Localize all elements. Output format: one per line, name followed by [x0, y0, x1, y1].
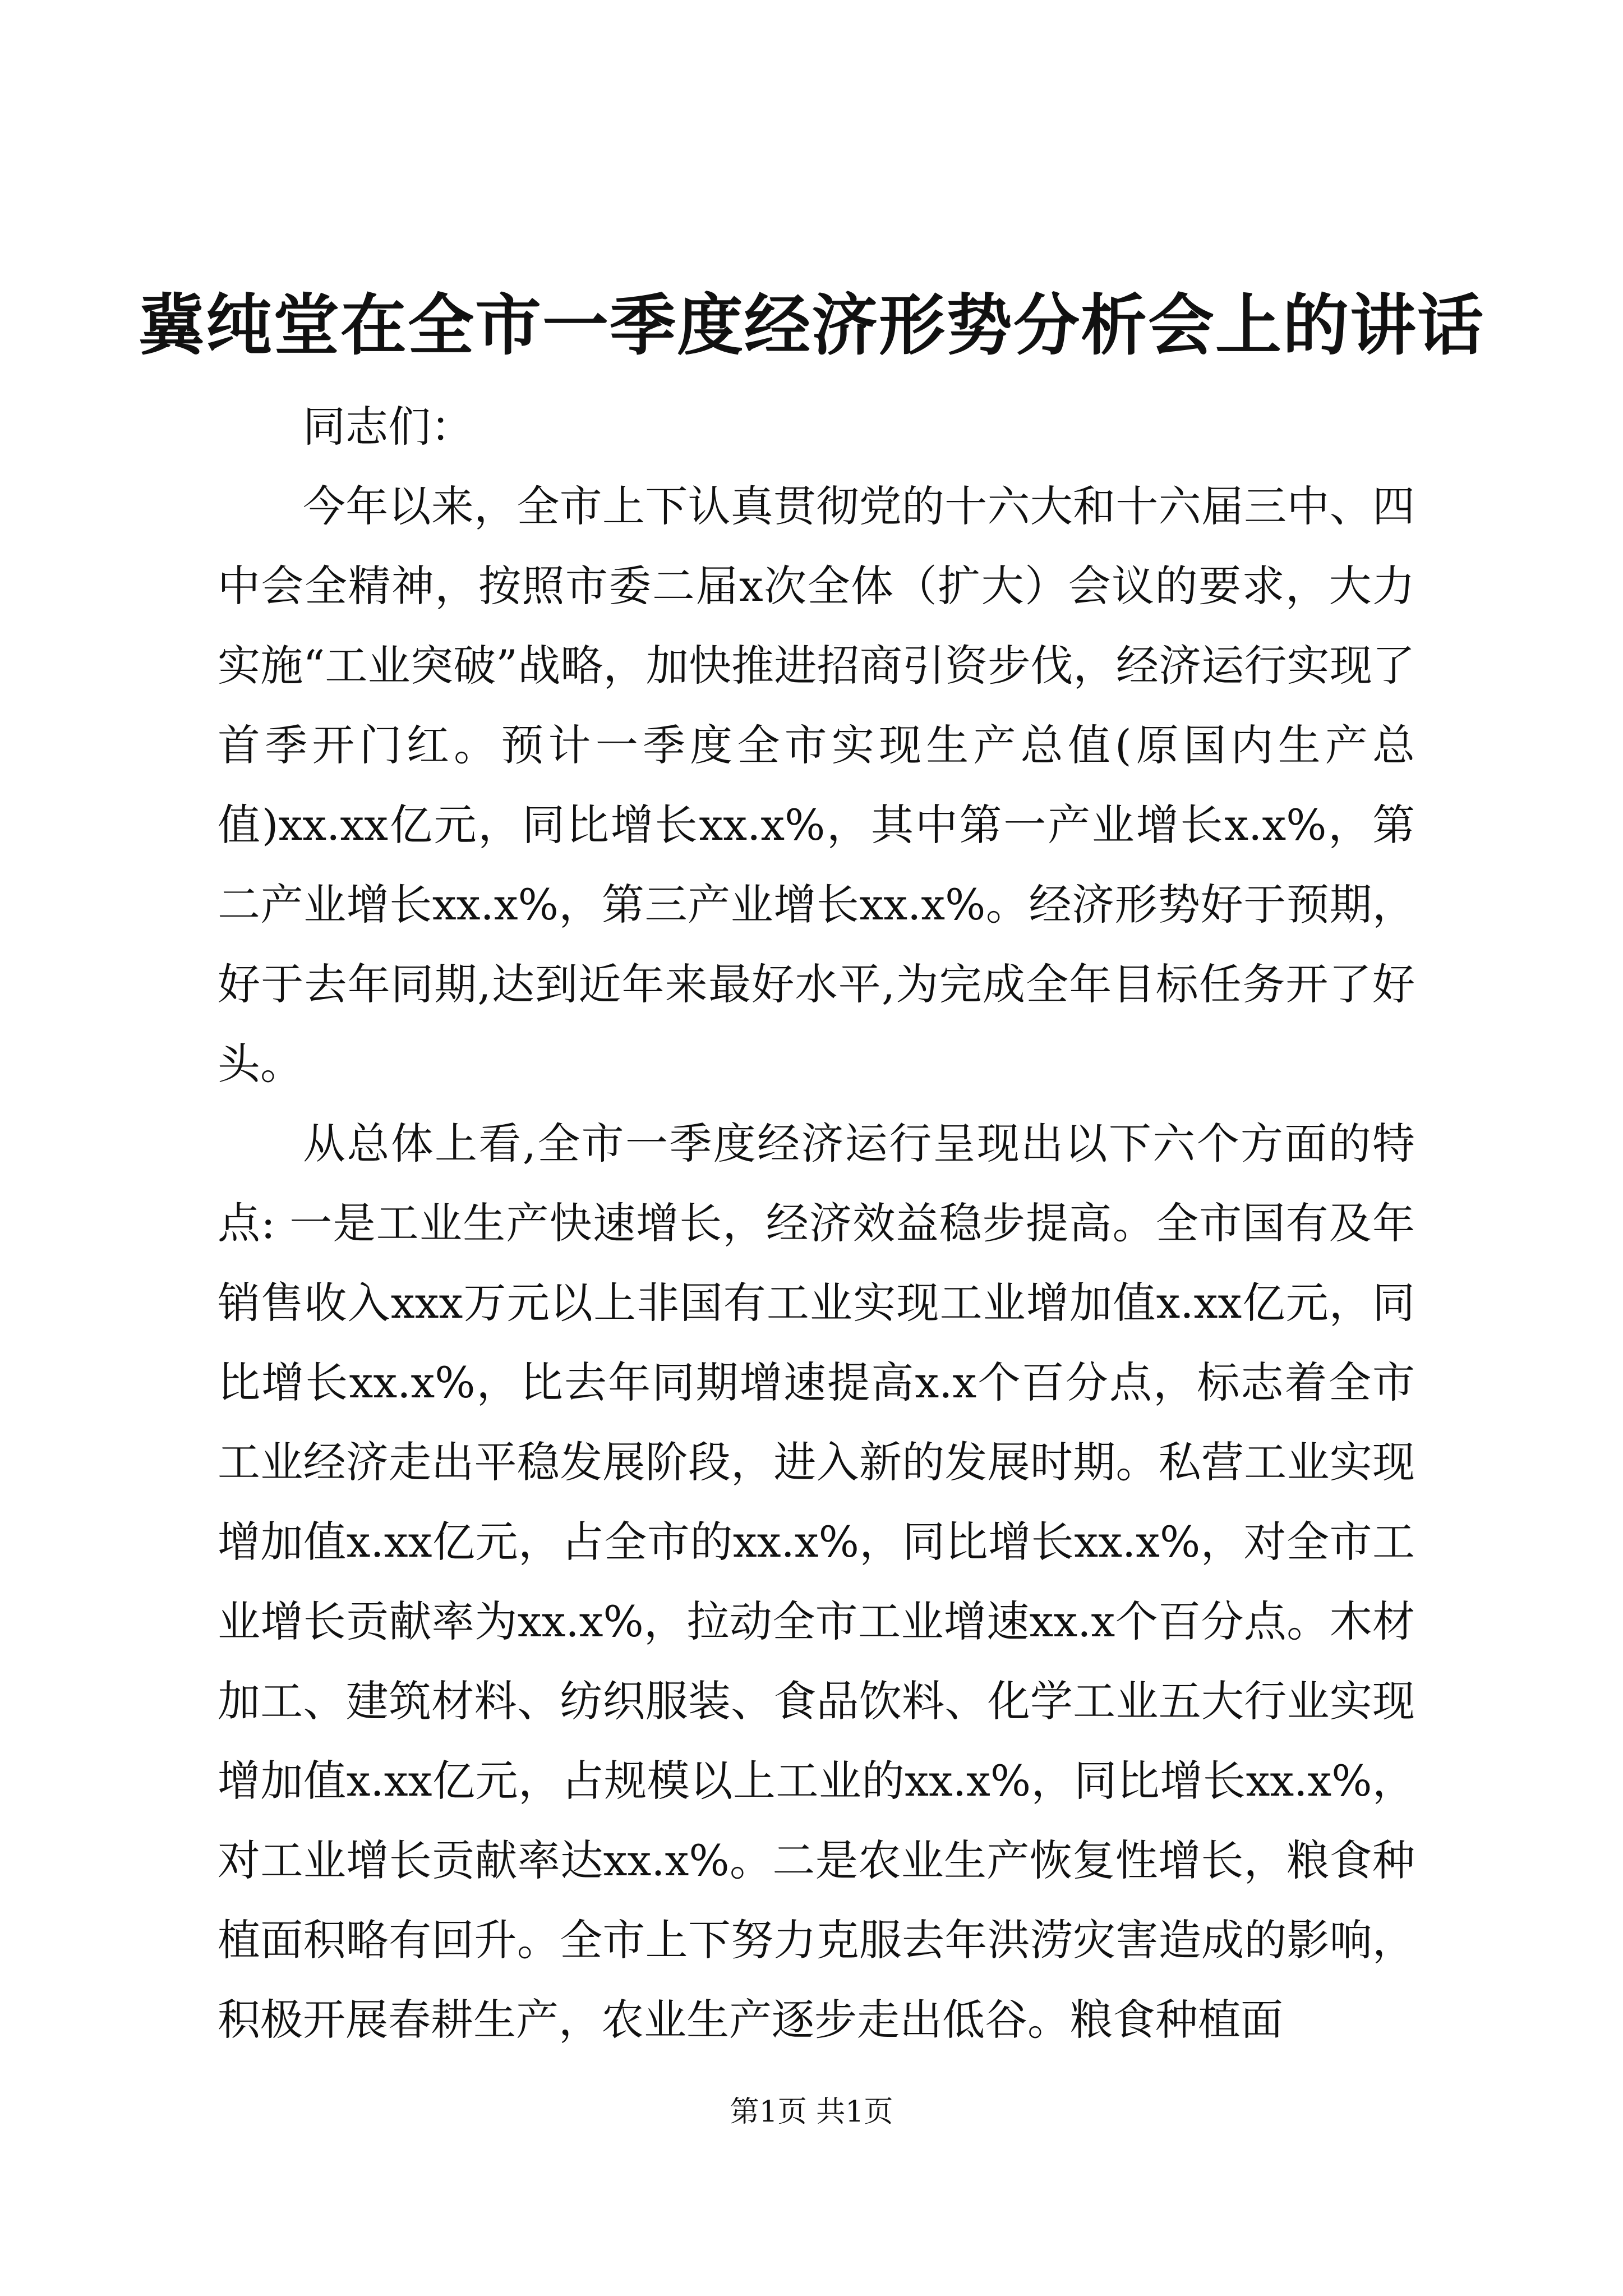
document-title: 冀纯堂在全市一季度经济形势分析会上的讲话	[138, 286, 1484, 364]
body-paragraph: 今年以来，全市上下认真贯彻党的十六大和十六届三中、四中会全精神，按照市委二届x次全体（扩大）会议的要求，大力实施“工业突破”战略，加快推进招商引资步伐，经济运行实现了首季开门红。预计一季度全市实现生产总值(原国内生产总值)xx.xx亿元，同比增长xx.x%，其中第一产业增长x.x%，第二产业增长xx.x%，第三产业增长xx.x%。经济形势好于预期，好于去年同期,达到近年来最好水平,为完成全年目标任务开了好头。	[218, 481, 1415, 1089]
salutation-paragraph: 同志们：	[303, 402, 473, 452]
body-paragraph: 从总体上看,全市一季度经济运行呈现出以下六个方面的特点: 一是工业生产快速增长，经济效益稳步提高。全市国有及年销售收入xxx万元以上非国有工业实现工业增加值x.xx亿元，同比增长xx.x%，比去年同期增速提高x.x个百分点，标志着全市工业经济走出平稳发展阶段，进入新的发展时期。私营工业实现增加值x.xx亿元，占全市的xx.x%，同比增长xx.x%，对全市工业增长贡献率为xx.x%，拉动全市工业增速xx.x个百分点。木材加工、建筑材料、纺织服装、食品饮料、化学工业五大行业实现增加值x.xx亿元，占规模以上工业的xx.x%，同比增长xx.x%，对工业增长贡献率达xx.x%。二是农业生产恢复性增长，粮食种植面积略有回升。全市上下努力克服去年洪涝灾害造成的影响，积极开展春耕生产，农业生产逐步走出低谷。粮食种植面	[218, 1119, 1415, 2045]
page-footer: 第1页 共1页	[730, 2095, 893, 2129]
document-body	[218, 387, 1415, 2060]
